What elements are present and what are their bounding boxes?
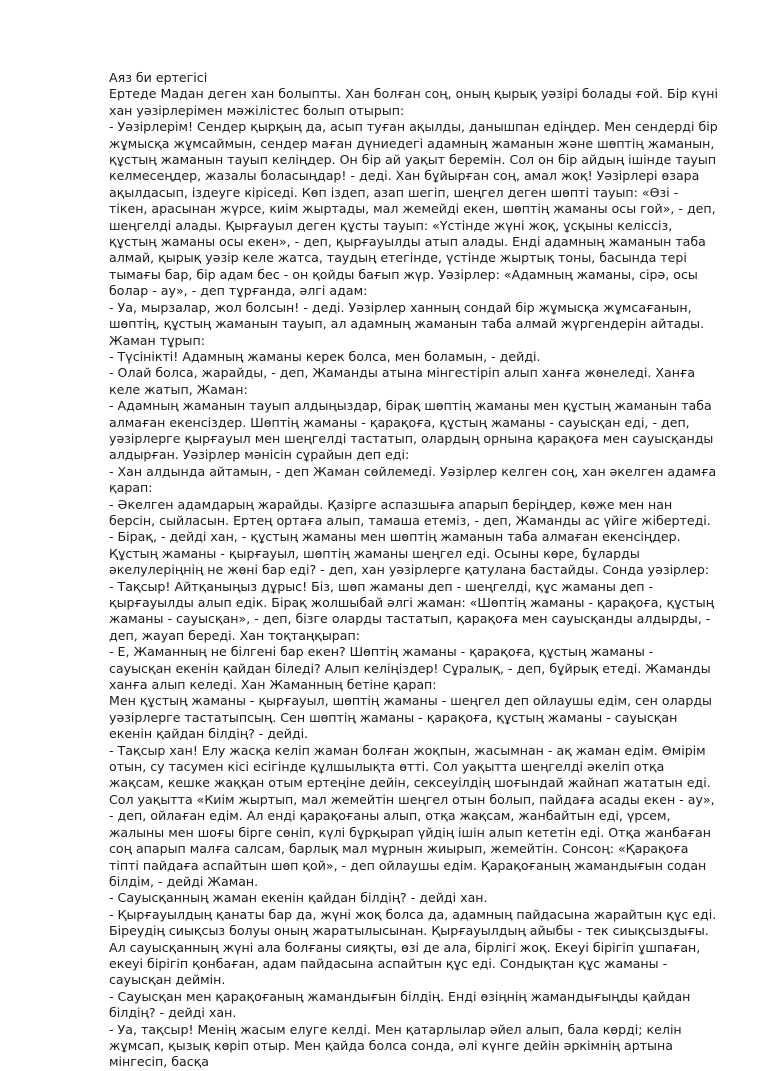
paragraph-13: - Тақсыр хан! Елу жасқа келіп жаман болған жоқпын, жасымнан - ақ жаман едім. Өмірім отын, су тасумен кісі есігінде құлшылықта өтті. Сол уақытта шеңгелді әкеліп отқа жақсам, кешке жаққан отым ертеңіне дейін, сексеуілдің шоғындай жайнап жататын еді. Сол уақытта «Киім жыртып, мал жемейтін шеңгел отын болып, пайдаға асады екен - ау», - деп, ойлаған едім. Ал енді қарақоғаны алып, отқа жақсам, жанбайтын еді, үрсем, жалыны мен шоғы бірге сөніп, күлі бұрқырап үйдің ішін алып кететін еді. Отқа жанбаған соң апарып малға салсам, барлық мал мұрнын жиырып, жемейтін. Сонсоң: «Қарақоға тіпті пайдаға аспайтын шөп қой», - деп ойлаушы едім. Қарақоғаның жамандығын содан білдім, - дейді Жаман. (109, 742, 715, 889)
paragraph-16: - Сауысқан мен қарақоғаның жамандығын білдің. Енді өзіңнің жамандығыңды қайдан білдің? - дейді хан. (109, 988, 691, 1021)
document-title: Аяз би ертегісі (109, 70, 208, 85)
paragraph-8: - Әкелген адамдарың жарайды. Қазірге аспазшыға апарып беріңдер, көже мен нан берсін, сыйласын. Ертең ортаға алып, тамаша етеміз, - деп, Жаманды ас үйіге жібертеді. (109, 496, 711, 528)
paragraph-14: - Сауысқанның жаман екенін қайдан білдің? - дейді хан. (109, 890, 488, 906)
document-body (109, 70, 719, 1071)
paragraph-11: - Е, Жаманның не білгені бар екен? Шөптің жаманы - қарақоға, құстың жаманы - сауысқан екенін қайдан біледі? Алып келіңіздер! Сұралық, - деп, бұйрық етеді. Жаманды ханға алып келеді. Хан Жаманның бетіне қарап: (109, 644, 711, 693)
paragraph-6: - Адамның жаманын тауып алдыңыздар, бірақ шөптің жаманы мен құстың жаманын таба алмаған екенсіздер. Шөптің жаманы - қарақоға, құстың жаманы - сауысқан еді, - деп, уәзірлерге қырғауыл мен шеңгелді тастатып, олардың орнына қарақоға мен сауысқанды алдырған. Уәзірлер мәнісін сұрайын деп еді: (109, 398, 714, 463)
paragraph-7: - Хан алдында айтамын, - деп Жаман сөйлемеді. Уәзірлер келген соң, хан әкелген адамға қарап: (109, 463, 717, 496)
paragraph-5: - Олай болса, жарайды, - деп, Жаманды атына мінгестіріп алып ханға жөнеледі. Ханға келе жатып, Жаман: (109, 365, 696, 397)
paragraph-2: - Уәзірлерім! Сендер қырқың да, асып туған ақылды, данышпан едіңдер. Мен сендерді бір жұмысқа жұмсаймын, сендер маған дүниедегі адамның жаманын және шөптің жаманын, құстың жаманын тауып келіңдер. Он бір ай уақыт беремін. Сол он бір айдың ішінде тауып келмесеңдер, жазалы боласыңдар! - деді. Хан бұйырған соң, амал жоқ! Уәзірлері өзара ақылдасып, іздеуге кіріседі. Көп іздеп, азап шегіп, шеңгел деген шөпті тауып: «Өзі - тікен, арасынан жүрсе, киім жыртады, мал жемейді екен, шөптің жаманы осы гой», - деп, шеңгелді алады. Қырғауыл деген құсты тауып: «Үстінде жүні жоқ, ұсқыны келіссіз, құстың жаманы осы екен», - деп, қырғауылды атып алады. Енді адамның жаманын таба алмай, қырық уәзір келе жатса, таудың етегінде, үстінде жыртық тоны, басында тері тымағы бар, бір адам бес - он қойды бағып жүр. Уәзірлер: «Адамның жаманы, сірә, осы болар - ау», - деп тұрғанда, әлгі адам: (109, 119, 718, 299)
paragraph-15: - Қырғауылдың қанаты бар да, жүні жоқ болса да, адамның пайдасына жарайтын құс еді. Біреудің сиықсыз болуы оның жаратылысынан. Қырғауылдың айыбы - тек сиықсыздығы. Ал сауысқанның жүні ала болғаны сияқты, өзі де ала, бірлігі жоқ. Екеуі бірігіп ұшпаған, екеуі бірігіп қонбаған, адам пайдасына аспайтын құс еді. Сондықтан құс жаманы - сауысқан деймін. (109, 906, 717, 988)
paragraph-1: Ертеде Мадан деген хан болыпты. Хан болған соң, оның қырық уәзірі болады ғой. Бір күні хан уәзірлерімен мәжілістес болып отырып: (109, 86, 718, 118)
paragraph-17: - Уа, тақсыр! Менің жасым елуге келді. Мен қатарлылар әйел алып, бала көрді; келін жұмсап, қызық көріп отыр. Мен қайда болса сонда, әлі күнге дейін әркімнің артына мінгесіп, басқа (109, 1021, 682, 1070)
paragraph-9: - Бірақ, - дейді хан, - құстың жаманы мен шөптің жаманын таба алмаған екенсіңдер. Құстың жаманы - қырғауыл, шөптің жаманы шеңгел еді. Осыны көре, бұларды әкелулеріңнің не жөні бар еді? - деп, хан уәзірлерге қатулана бастайды. Сонда уәзірлер: (109, 529, 710, 578)
paragraph-12: Мен құстың жаманы - қырғауыл, шөптің жаманы - шеңгел деп ойлаушы едім, сен оларды уәзірлерге тастатыпсың. Сен шөптің жаманы - қарақоға, құстың жаманы - сауысқан екенін қайдан білдің? - дейді. (109, 693, 712, 742)
paragraph-10: - Тақсыр! Айтқаныңыз дұрыс! Біз, шөп жаманы деп - шеңгелді, құс жаманы деп - қырғауылды алып едік. Бірақ жолшыбай әлгі жаман: «Шөптің жаманы - қарақоға, құстың жаманы - сауысқан», - деп, бізге оларды тастатып, қарақоға мен сауысқанды алдырды, - деп, жауап береді. Хан тоқтаңқырап: (109, 578, 715, 643)
paragraph-4: - Түсінікті! Адамның жаманы керек болса, мен боламын, - дейді. (109, 348, 541, 364)
paragraph-3: - Уа, мырзалар, жол болсын! - деді. Уәзірлер ханның сондай бір жұмысқа жұмсағанын, шөптің, құстың жаманын тауып, ал адамның жаманын таба алмай жүргендерін айтады. Жаман тұрып: (109, 299, 705, 348)
